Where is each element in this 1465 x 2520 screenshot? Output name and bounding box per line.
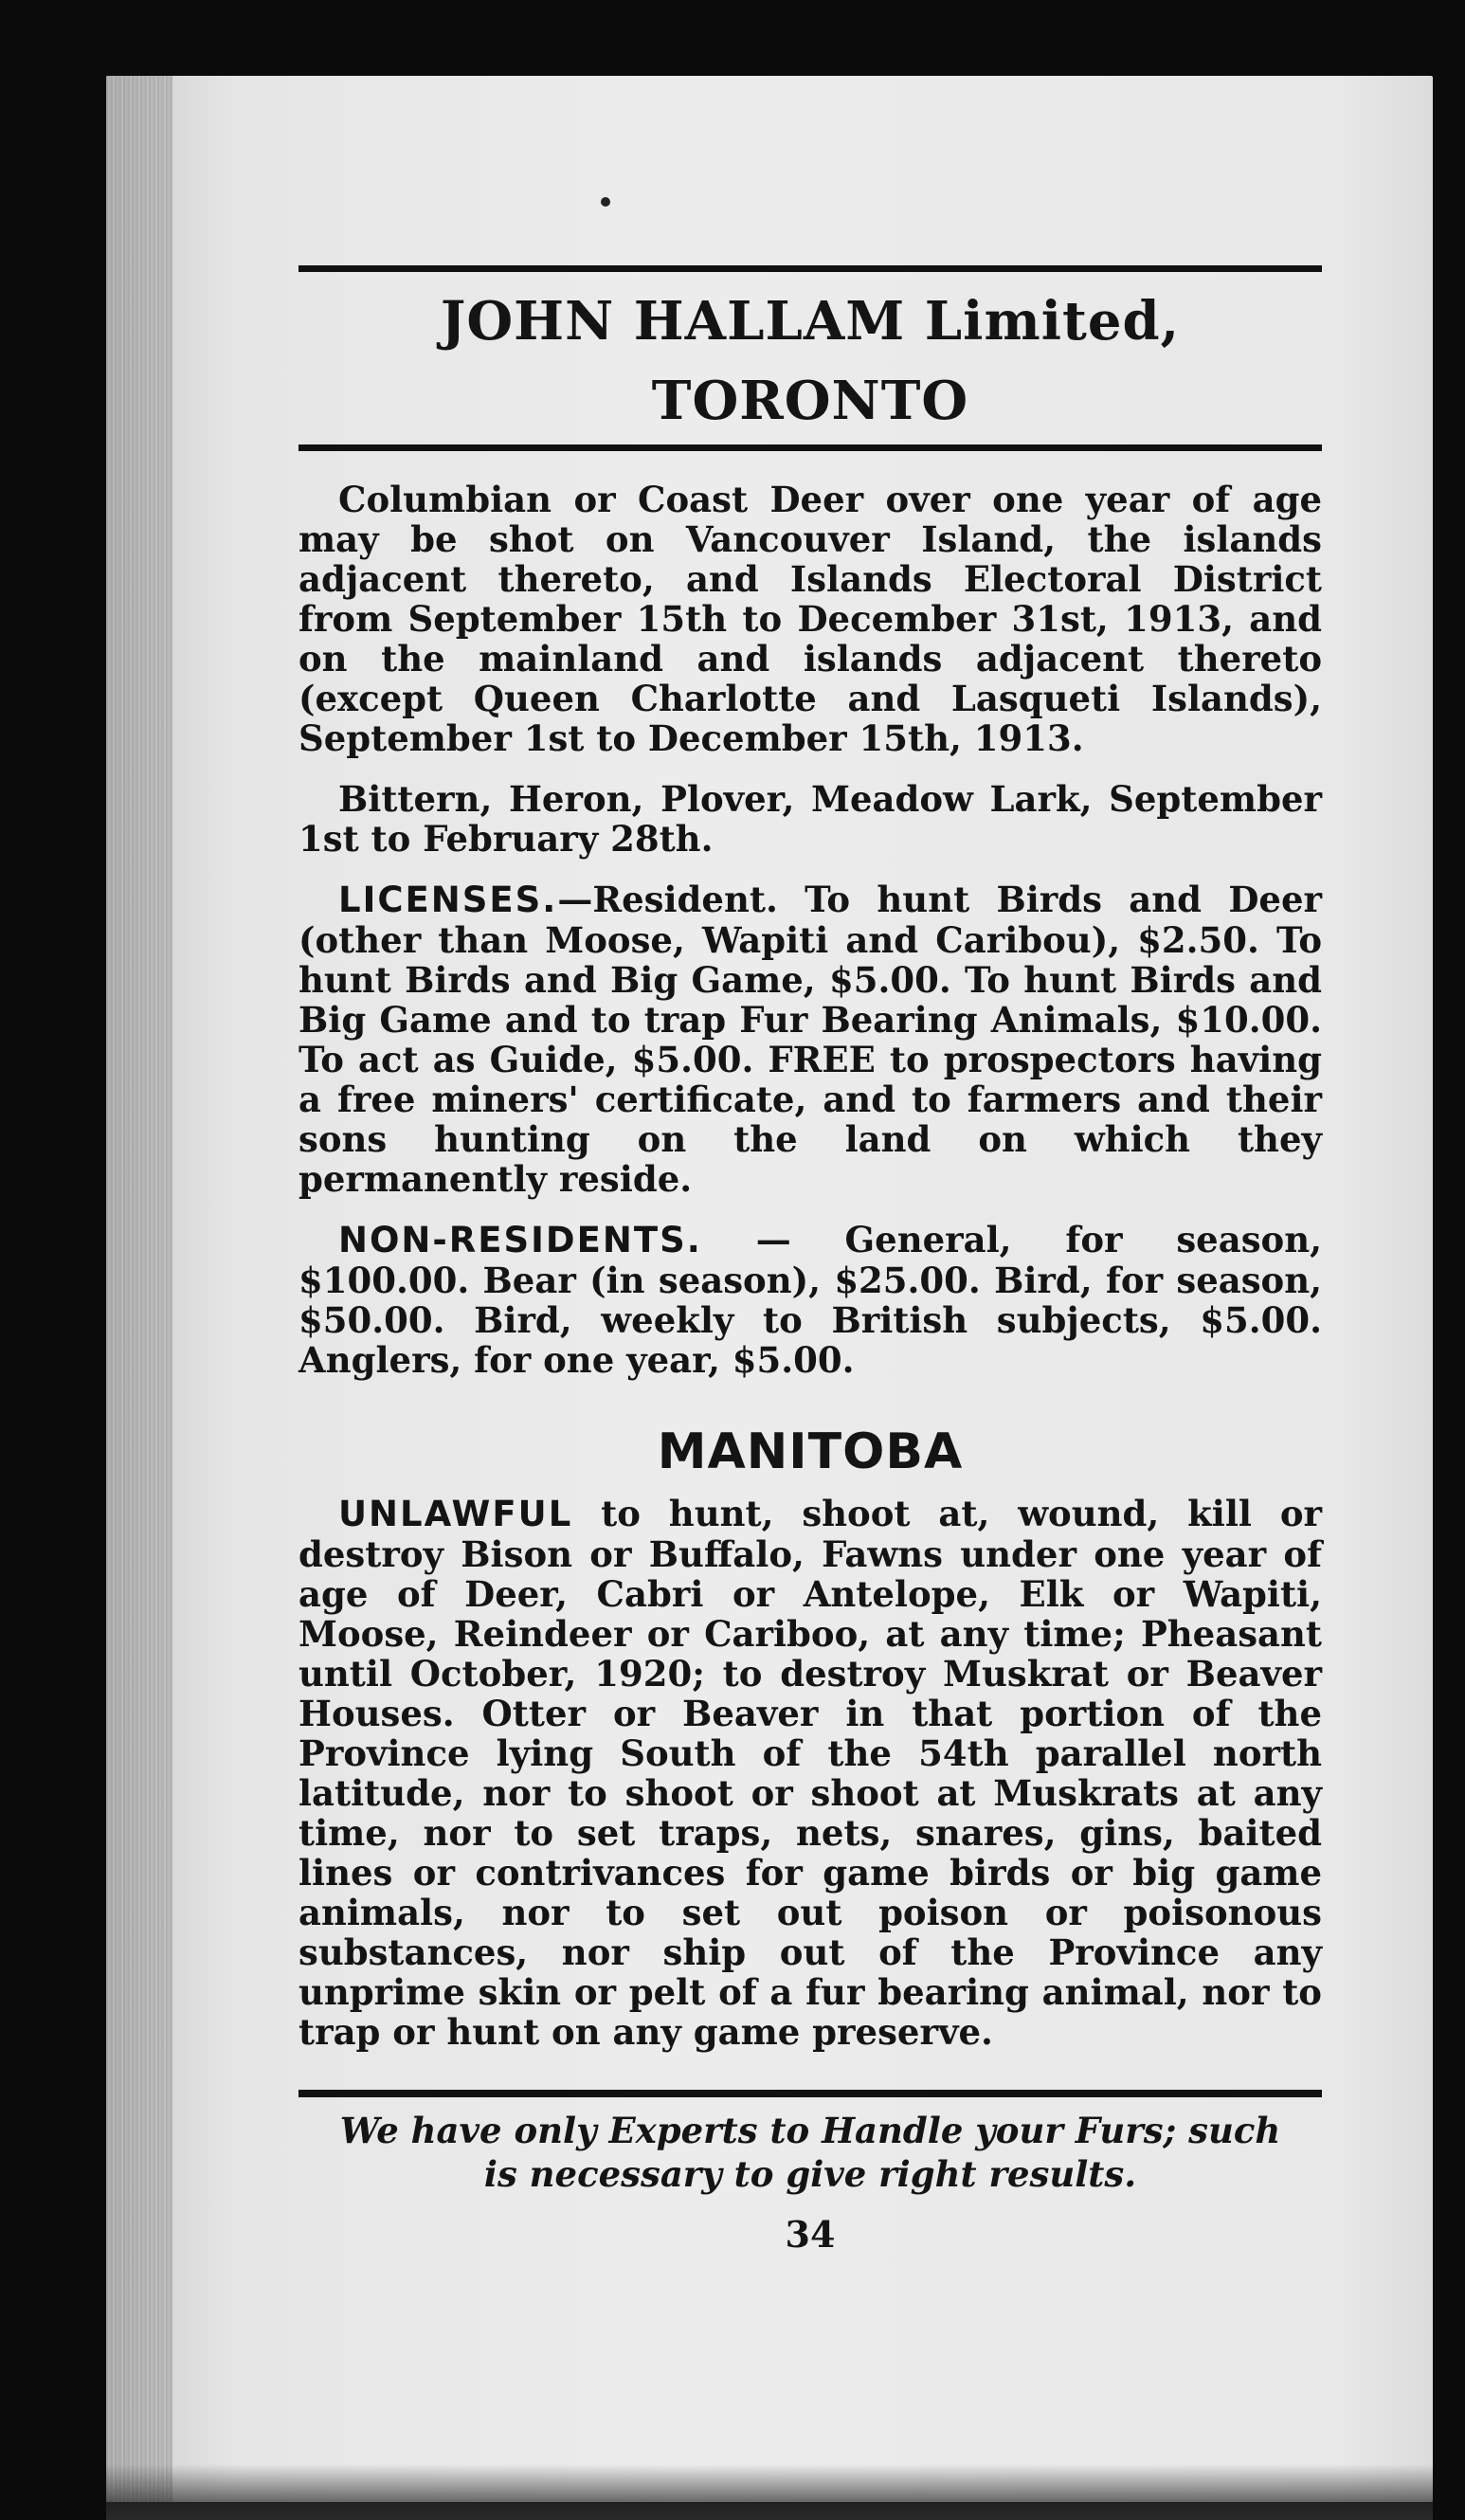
paragraph-licenses (298, 879, 1322, 1199)
header-bottom-rule (298, 444, 1322, 451)
bottom-shadow (106, 2464, 1433, 2520)
licenses-heading: LICENSES. (338, 879, 558, 920)
page-header (298, 281, 1322, 441)
footer-rule (298, 2090, 1322, 2097)
header-title: JOHN HALLAM Limited, TORONTO (440, 290, 1181, 432)
page-number: 34 (785, 2213, 836, 2256)
header-top-rule (298, 265, 1322, 272)
page-content (298, 265, 1322, 2256)
paragraph-deer: Columbian or Coast Deer over one year of age may be shot on Vancouver Island, the islands adjacent thereto, and Islands Electoral District from September 15th to December 31st, 1913, and on the mainland and islands adjacent thereto (except Queen Charlotte and Lasqueti Islands), September 1st to December 15th, 1913. (298, 479, 1322, 759)
paragraph-birds: Bittern, Heron, Plover, Meadow Lark, September 1st to February 28th. (298, 778, 1322, 860)
licenses-text: —Resident. To hunt Birds and Deer (other than Moose, Wapiti and Caribou), $2.50. To hunt Birds and Big Game, $5.00. To hunt Birds and Big Game and to trap Fur Bearing Animals, $10.00. To act as Guide, $5.00. FREE to prospectors having a free miners' certificate, and to farmers and their sons hunting on the land on which they permanently reside. (298, 879, 1322, 1200)
unlawful-text: to hunt, shoot at, wound, kill or destroy Bison or Buffalo, Fawns under one year of age of Deer, Cabri or Antelope, Elk or Wapiti, Moose, Reindeer or Cariboo, at any time; Pheasant until October, 1920; to destroy Muskrat or Beaver Houses. Otter or Beaver in that portion of the Province lying South of the 54th parallel north latitude, nor to shoot or shoot at Muskrats at any time, nor to set traps, nets, snares, gins, baited lines or contrivances for game birds or big game animals, nor to set out poison or poisonous substances, nor ship out of the Province any unprime skin or pelt of a fur bearing animal, nor to trap or hunt on any game preserve. (298, 1493, 1322, 2053)
non-residents-heading: NON-RESIDENTS. (338, 1220, 702, 1260)
unlawful-heading: UNLAWFUL (338, 1494, 573, 1534)
section-title: MANITOBA (657, 1423, 964, 1480)
paragraph-non-residents (298, 1220, 1322, 1380)
page-binding-edge (106, 76, 172, 2502)
paragraph-unlawful (298, 1494, 1322, 2052)
ink-dot (601, 197, 610, 207)
footer-line-2: is necessary to give right results. (483, 2153, 1137, 2195)
footer-slogan (298, 2109, 1322, 2196)
footer-line-1: We have only Experts to Handle your Furs; such (339, 2110, 1281, 2151)
non-residents-text: — General, for season, $100.00. Bear (in season), $25.00. Bird, for season, $50.00. Bird, weekly to British subjects, $5.00. Anglers, for one year, $5.00. (298, 1219, 1322, 1381)
